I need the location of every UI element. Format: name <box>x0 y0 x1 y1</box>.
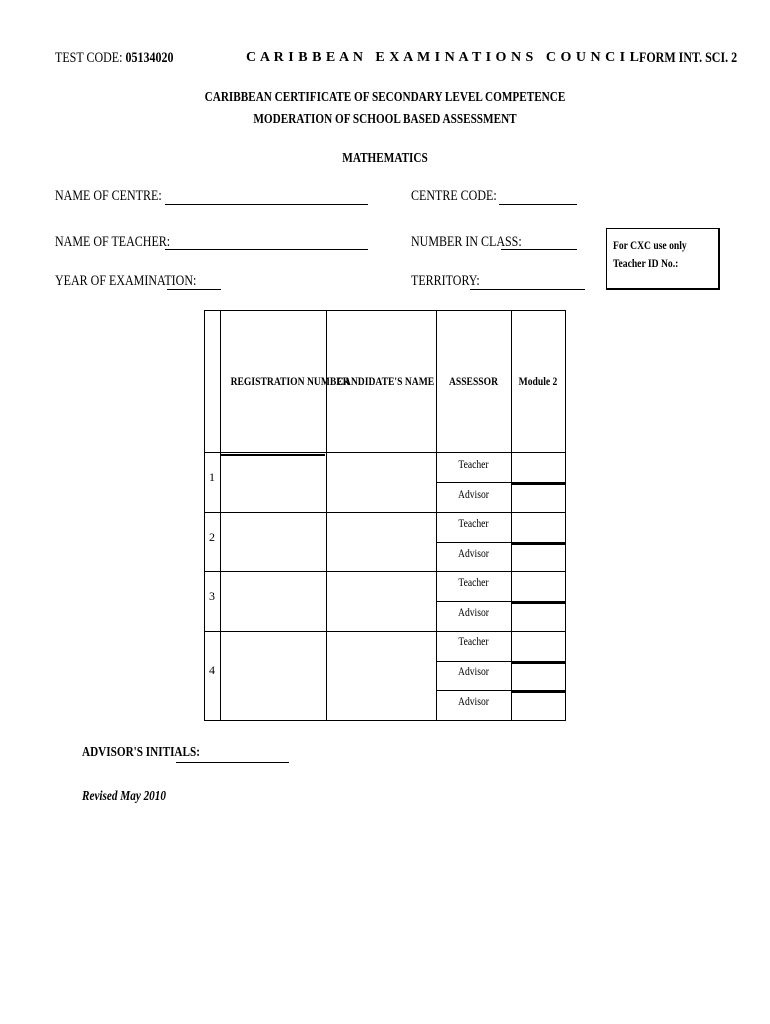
territory-label: TERRITORY: <box>411 273 480 289</box>
header-candidates-name: CANDIDATE'S NAME <box>337 374 435 388</box>
table-border-top <box>220 310 565 311</box>
name-of-teacher-field[interactable] <box>165 249 368 250</box>
assessor-teacher: Teacher <box>458 634 489 648</box>
module-2-score-cell[interactable] <box>512 545 565 570</box>
cxc-box-line-1: For CXC use only <box>613 238 687 252</box>
header-registration-number: REGISTRATION NUMBER <box>230 374 350 388</box>
header-assessor: ASSESSOR <box>448 374 499 388</box>
revision-note: Revised May 2010 <box>82 789 166 804</box>
row-number: 4 <box>209 663 215 677</box>
registration-number-cell[interactable] <box>221 632 325 719</box>
test-code <box>55 50 173 67</box>
module-2-score-cell[interactable] <box>512 513 565 541</box>
registration-number-cell[interactable] <box>221 513 325 570</box>
module-2-score-cell[interactable] <box>512 453 565 481</box>
table-border-right <box>565 310 566 721</box>
header-module-2: Module 2 <box>518 374 558 388</box>
number-in-class-label: NUMBER IN CLASS: <box>411 234 522 250</box>
year-of-examination-field[interactable] <box>167 289 221 290</box>
title-line-2: MODERATION OF SCHOOL BASED ASSESSMENT <box>253 112 517 127</box>
module-2-score-cell[interactable] <box>512 572 565 600</box>
table-col-divider <box>436 310 437 721</box>
assessor-advisor: Advisor <box>458 605 489 619</box>
table-border-left <box>204 310 205 721</box>
table-border-top <box>204 310 220 311</box>
assessor-teacher: Teacher <box>458 457 489 471</box>
assessor-advisor: Advisor <box>458 664 489 678</box>
table-border-bottom <box>204 720 565 721</box>
territory-field[interactable] <box>470 289 585 290</box>
name-of-centre-field[interactable] <box>165 204 368 205</box>
year-of-examination-label: YEAR OF EXAMINATION: <box>55 273 197 289</box>
assessor-teacher: Teacher <box>458 575 489 589</box>
module-2-score-cell[interactable] <box>512 632 565 660</box>
name-of-teacher-label: NAME OF TEACHER: <box>55 234 171 250</box>
centre-code-field[interactable] <box>499 204 577 205</box>
candidate-name-cell[interactable] <box>327 572 435 630</box>
registration-number-cell[interactable] <box>221 456 325 511</box>
test-code-value: 05134020 <box>125 50 174 66</box>
centre-code-label: CENTRE CODE: <box>411 188 497 204</box>
candidate-name-cell[interactable] <box>327 453 435 511</box>
advisor-initials-field[interactable] <box>176 762 289 763</box>
form-code: FORM INT. SCI. 2 <box>639 50 738 66</box>
test-code-label: TEST CODE: <box>55 50 123 66</box>
row-number: 3 <box>209 589 215 603</box>
module-2-score-cell[interactable] <box>512 485 565 511</box>
candidate-name-cell[interactable] <box>327 632 435 719</box>
name-of-centre-label: NAME OF CENTRE: <box>55 188 162 204</box>
title-line-1: CARIBBEAN CERTIFICATE OF SECONDARY LEVEL COMPETENCE <box>204 90 566 105</box>
council-name: C A R I B B E A N E X A M I N A T I O N S C O U N C I L <box>246 50 640 65</box>
candidate-name-cell[interactable] <box>327 513 435 570</box>
cxc-use-only-box <box>606 228 720 290</box>
assessor-teacher: Teacher <box>458 516 489 530</box>
number-in-class-field[interactable] <box>501 249 577 250</box>
module-2-score-cell[interactable] <box>512 693 565 719</box>
assessor-advisor: Advisor <box>458 694 489 708</box>
assessor-advisor: Advisor <box>458 487 489 501</box>
subject-title: MATHEMATICS <box>342 151 428 166</box>
assessor-advisor: Advisor <box>458 546 489 560</box>
registration-number-cell[interactable] <box>221 572 325 630</box>
row-number: 1 <box>209 470 215 484</box>
cxc-box-line-2: Teacher ID No.: <box>613 256 679 270</box>
module-2-score-cell[interactable] <box>512 664 565 689</box>
module-2-score-cell[interactable] <box>512 604 565 630</box>
row-number: 2 <box>209 530 215 544</box>
advisor-initials-label: ADVISOR'S INITIALS: <box>82 745 200 760</box>
